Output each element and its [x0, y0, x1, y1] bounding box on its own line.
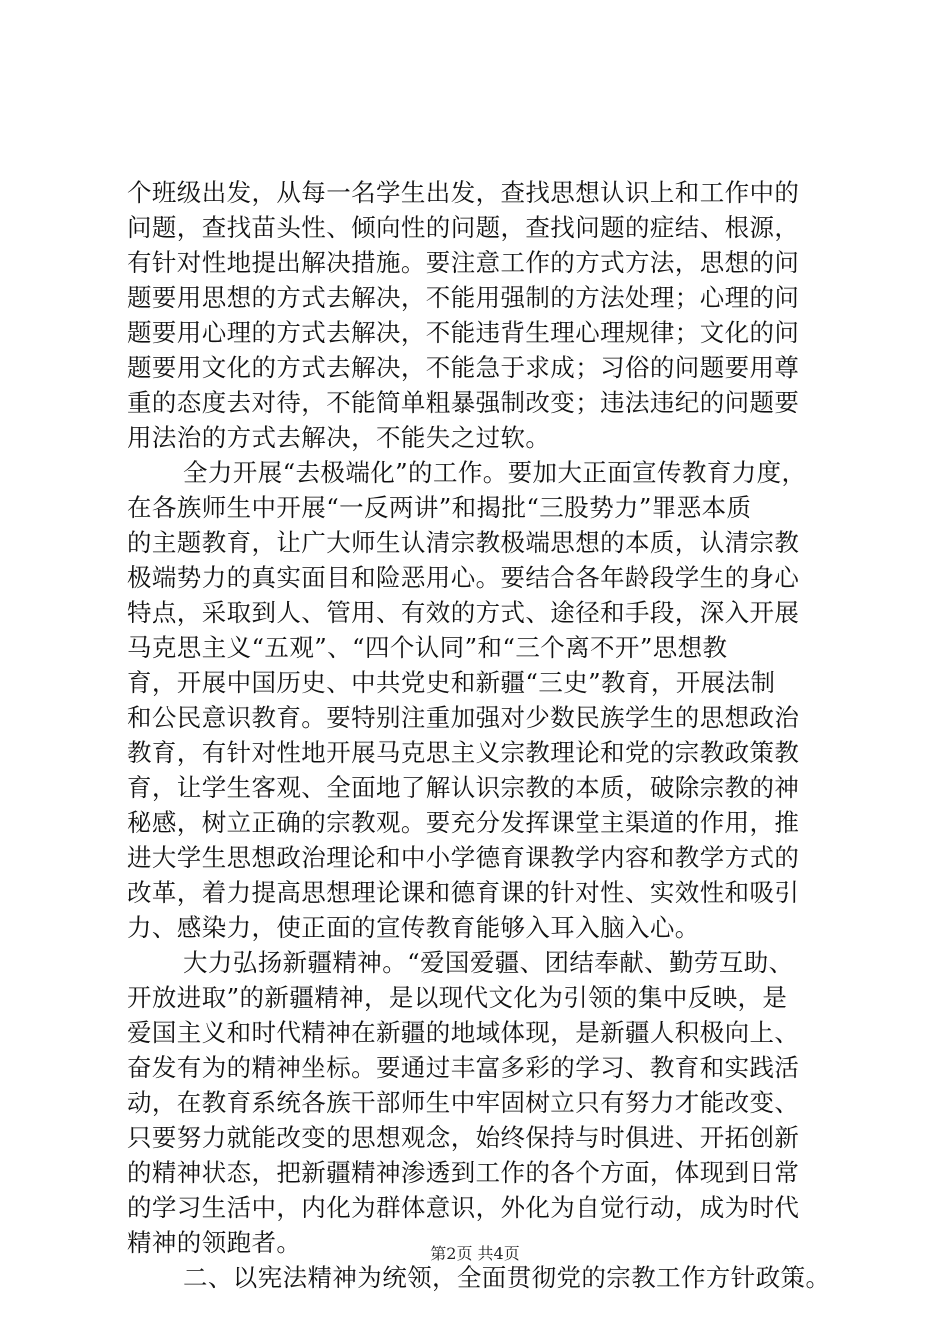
paragraph-start-line: 全力开展“去极端化”的工作。要加大正面宣传教育力度，: [183, 458, 807, 487]
text-line: 个班级出发，从每一名学生出发，查找思想认识上和工作中的: [127, 178, 800, 207]
text-line: 问题，查找苗头性、倾向性的问题，查找问题的症结、根源，: [127, 213, 800, 242]
text-line: 奋发有为的精神坐标。要通过丰富多彩的学习、教育和实践活: [127, 1053, 800, 1082]
text-line: 和公民意识教育。要特别注重加强对少数民族学生的思想政治: [127, 703, 800, 732]
text-line: 的学习生活中，内化为群体意识，外化为自觉行动，成为时代: [127, 1193, 800, 1222]
text-line: 重的态度去对待，不能简单粗暴强制改变；违法违纪的问题要: [127, 388, 800, 417]
text-line: 育，开展中国历史、中共党史和新疆“三史”教育，开展法制: [127, 668, 776, 697]
text-line: 改革，着力提高思想理论课和德育课的针对性、实效性和吸引: [127, 878, 800, 907]
text-line: 马克思主义“五观”、“四个认同”和“三个离不开”思想教: [127, 633, 728, 662]
text-line: 只要努力就能改变的思想观念，始终保持与时俱进、开拓创新: [127, 1123, 800, 1152]
text-line: 用法治的方式去解决，不能失之过软。: [127, 423, 551, 452]
paragraph-start-line: 大力弘扬新疆精神。“爱国爱疆、团结奉献、勤劳互助、: [183, 948, 794, 977]
text-line: 动，在教育系统各族干部师生中牢固树立只有努力才能改变、: [127, 1088, 800, 1117]
text-line: 有针对性地提出解决措施。要注意工作的方式方法，思想的问: [127, 248, 800, 277]
text-line: 特点，采取到人、管用、有效的方式、途径和手段，深入开展: [127, 598, 800, 627]
text-line: 教育，有针对性地开展马克思主义宗教理论和党的宗教政策教: [127, 738, 800, 767]
text-line: 秘感，树立正确的宗教观。要充分发挥课堂主渠道的作用，推: [127, 808, 800, 837]
text-line: 进大学生思想政治理论和中小学德育课教学内容和教学方式的: [127, 843, 800, 872]
text-line: 爱国主义和时代精神在新疆的地域体现，是新疆人积极向上、: [127, 1018, 800, 1047]
text-line: 题要用心理的方式去解决，不能违背生理心理规律；文化的问: [127, 318, 800, 347]
text-line: 在各族师生中开展“一反两讲”和揭批“三股势力”罪恶本质: [127, 493, 752, 522]
section-heading-line: 二、以宪法精神为统领，全面贯彻党的宗教工作方针政策。: [183, 1263, 831, 1292]
text-line: 的主题教育，让广大师生认清宗教极端思想的本质，认清宗教: [127, 528, 800, 557]
text-line: 力、感染力，使正面的宣传教育能够入耳入脑入心。: [127, 913, 700, 942]
text-line: 题要用思想的方式去解决，不能用强制的方法处理；心理的问: [127, 283, 800, 312]
body-text: [127, 175, 847, 1295]
text-line: 精神的领跑者。: [127, 1228, 302, 1257]
text-line: 开放进取”的新疆精神，是以现代文化为引领的集中反映，是: [127, 983, 788, 1012]
text-line: 的精神状态，把新疆精神渗透到工作的各个方面，体现到日常: [127, 1158, 800, 1187]
text-line: 题要用文化的方式去解决，不能急于求成；习俗的问题要用尊: [127, 353, 800, 382]
page-number-footer: 第2页 共4页: [430, 1244, 520, 1263]
text-line: 育，让学生客观、全面地了解认识宗教的本质，破除宗教的神: [127, 773, 800, 802]
text-line: 极端势力的真实面目和险恶用心。要结合各年龄段学生的身心: [127, 563, 800, 592]
